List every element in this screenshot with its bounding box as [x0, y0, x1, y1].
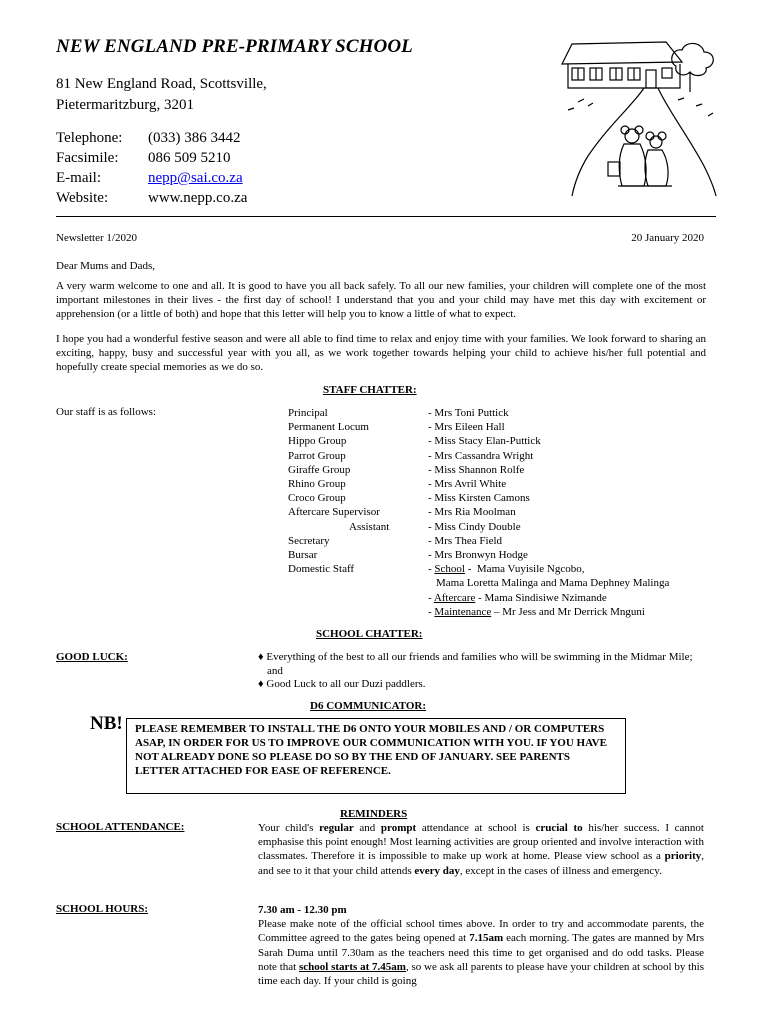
text-run: each morning. The gates are manned by Mrs Sarah Duma until 7.30am as the teachers need this time to get organised and do odd tasks. Please note that — [258, 932, 705, 973]
domestic-school: - School - Mama Vuyisile Ngcobo, — [428, 563, 585, 576]
attendance-text — [258, 821, 704, 878]
staff-role: Secretary — [288, 534, 330, 547]
intro-paragraph-1: A very warm welcome to one and all. It is good to have you all back safely. To all our new families, your children will complete one of the most important milestones in their lives - the first day of school! I understand that you and your child may have met this day with excitement or apprehension (or a little of both) and hope that this letter will help you to know a little of what to expect. — [56, 280, 706, 320]
domestic-aftercare-text: - Mama Sindisiwe Nzimande — [478, 591, 607, 604]
school-address — [56, 74, 267, 116]
staff-role: Aftercare Supervisor — [288, 506, 380, 519]
staff-role: Hippo Group — [288, 435, 347, 448]
d6-heading: D6 COMMUNICATOR: — [310, 700, 426, 712]
staff-names — [428, 406, 669, 619]
good-luck-label: GOOD LUCK: — [56, 651, 128, 663]
newsletter-date: 20 January 2020 — [631, 232, 704, 244]
contact-email — [56, 168, 247, 188]
staff-name: - Miss Cindy Double — [428, 520, 521, 533]
staff-name: - Miss Kirsten Camons — [428, 492, 530, 505]
staff-name: - Mrs Thea Field — [428, 534, 503, 547]
contact-website — [56, 188, 247, 208]
d6-notice-box: PLEASE REMEMBER TO INSTALL THE D6 ONTO YOUR MOBILES AND / OR COMPUTERS ASAP, IN ORDER FOR US TO IMPROVE OUR COMMUNICATION WITH YOU. IF YOU HAVE NOT ALREADY DONE SO PLEASE DO SO BY THE END OF JANUARY. SEE PARENTS LETTER ATTACHED FOR EASE OF REFERENCE. — [126, 718, 626, 794]
bullet-icon: ♦ — [258, 678, 267, 691]
staff-name: - Miss Shannon Rolfe — [428, 463, 525, 476]
staff-role: Rhino Group — [288, 478, 346, 491]
staff-name: - Mrs Eileen Hall — [428, 421, 505, 434]
contact-telephone — [56, 128, 247, 148]
school-illustration-logo — [548, 36, 722, 196]
domestic-aftercare: - Aftercare - Mama Sindisiwe Nzimande — [428, 591, 607, 604]
address-line-2: Pietermaritzburg, 3201 — [56, 97, 195, 113]
staff-intro: Our staff is as follows: — [56, 406, 157, 418]
staff-role: Giraffe Group — [288, 463, 351, 476]
list-item — [258, 678, 710, 692]
address-line-1: 81 New England Road, Scottsville, — [56, 76, 267, 92]
staff-role: Bursar — [288, 549, 318, 562]
domestic-school-label: School — [434, 563, 465, 576]
domestic-school-cont: Mama Loretta Malinga and Mama Dephney Malinga — [436, 577, 670, 590]
staff-chatter-heading: STAFF CHATTER: — [323, 384, 417, 396]
staff-role: Parrot Group — [288, 449, 346, 462]
domestic-maintenance-text: – Mr Jess and Mr Derrick Mnguni — [493, 605, 645, 618]
staff-roles — [288, 406, 389, 576]
bold-run: every day — [414, 864, 460, 877]
hours-label: SCHOOL HOURS: — [56, 903, 148, 915]
text-run: , so we ask all parents to please have your children at school by this time each day. If your child is going — [258, 960, 704, 988]
domestic-aftercare-label: Aftercare — [433, 591, 476, 604]
contact-value: (033) 386 3442 — [148, 130, 241, 146]
domestic-maintenance-label: Maintenance — [434, 605, 492, 618]
school-name: NEW ENGLAND PRE-PRIMARY SCHOOL — [56, 36, 413, 57]
newsletter-number: Newsletter 1/2020 — [56, 232, 137, 244]
header-divider — [56, 216, 716, 217]
contact-label: E-mail: — [56, 170, 101, 186]
staff-role: Principal — [288, 407, 328, 419]
staff-role: Croco Group — [288, 492, 346, 505]
staff-name: - Mrs Toni Puttick — [428, 407, 509, 419]
website-text: www.nepp.co.za — [148, 190, 248, 206]
good-luck-list — [258, 651, 710, 692]
school-chatter-heading: SCHOOL CHATTER: — [316, 628, 423, 640]
reminders-heading: REMINDERS — [340, 808, 408, 820]
staff-name: - Mrs Cassandra Wright — [428, 449, 534, 462]
staff-name: - Mrs Avril White — [428, 478, 507, 491]
staff-name: - Miss Stacy Elan-Puttick — [428, 435, 541, 448]
text-run: , except in the cases of illness and emergency. — [459, 864, 662, 877]
list-item — [258, 651, 710, 678]
contact-label: Website: — [56, 190, 109, 206]
text-run: his/her success. I cannot emphasise this point enough! Most learning activities are group oriented and involve interaction with classmates. Therefore it is impossible to make up work at home. Please view school as a — [258, 822, 704, 863]
contact-label: Facsimile: — [56, 150, 119, 166]
bold-run: regular — [319, 822, 354, 834]
greeting: Dear Mums and Dads, — [56, 260, 155, 272]
bullet-icon: ♦ — [258, 651, 267, 663]
bold-run: prompt — [380, 822, 417, 834]
email-link[interactable]: nepp@sai.co.za — [148, 170, 243, 186]
staff-name: - Mrs Bronwyn Hodge — [428, 549, 528, 562]
contact-details — [56, 128, 247, 208]
contact-label: Telephone: — [56, 130, 123, 146]
bold-run: crucial to — [535, 822, 583, 834]
staff-role: Permanent Locum — [288, 421, 369, 434]
domestic-maintenance: - Maintenance – Mr Jess and Mr Derrick Mnguni — [428, 605, 645, 618]
good-luck-text: Good Luck to all our Duzi paddlers. — [266, 678, 426, 691]
contact-value: 086 509 5210 — [148, 150, 231, 166]
bold-run: school starts at 7.45am — [298, 960, 406, 973]
hours-text — [258, 903, 704, 988]
nb-label: NB! — [90, 713, 123, 734]
intro-paragraph-2: I hope you had a wonderful festive season and were all able to find time to relax and enjoy time with your families. We look forward to sharing an exciting, happy, busy and successful year with you all, as we work together towards helping your child to achieve his/her full potential and hopefully create special memories as we do so. — [56, 333, 706, 373]
text-run: , and see to it that your child attends — [258, 850, 704, 877]
attendance-label: SCHOOL ATTENDANCE: — [56, 821, 185, 833]
bold-run: priority — [664, 850, 702, 863]
good-luck-text: Everything of the best to all our friends and families who will be swimming in the Midmar Mile; and — [266, 651, 693, 677]
text-run: Please make note of the official school times above. In order to try and accommodate parents, the Committee agreed to the gates being opened at — [258, 918, 704, 945]
hours-times: 7.30 am - 12.30 pm — [258, 904, 347, 916]
domestic-school-text: Mama Vuyisile Ngcobo, — [476, 563, 585, 576]
text-run: attendance at school is — [416, 822, 536, 834]
contact-fax — [56, 148, 247, 168]
bold-run: 7.15am — [469, 932, 504, 945]
text-run: Your child's — [258, 822, 320, 834]
staff-role: Assistant — [349, 520, 390, 533]
staff-name: - Mrs Ria Moolman — [428, 506, 516, 519]
text-run: and — [353, 822, 381, 834]
staff-role: Domestic Staff — [288, 563, 355, 576]
